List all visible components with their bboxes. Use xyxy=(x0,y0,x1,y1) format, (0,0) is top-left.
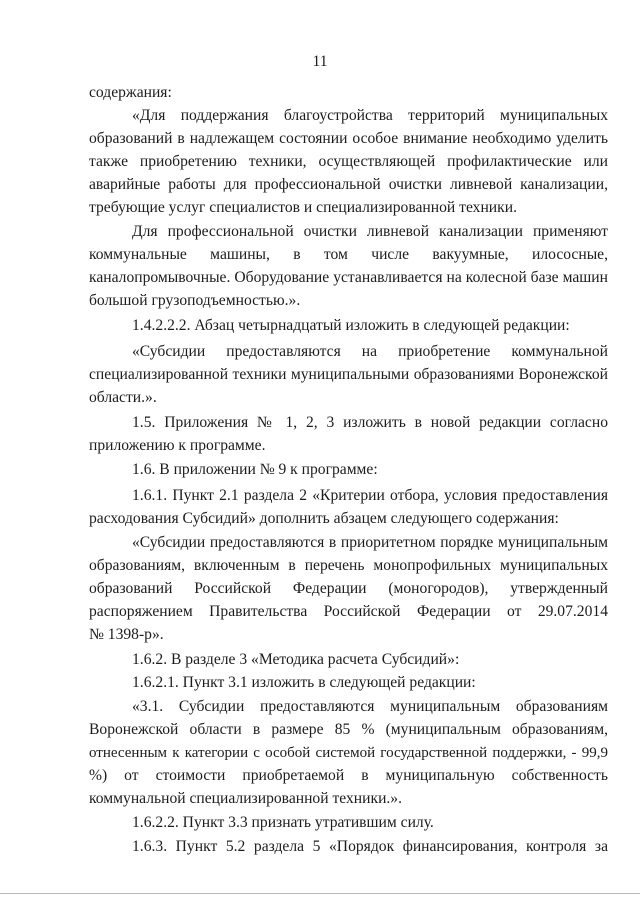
text-line: 1.6.1. Пункт 2.1 раздела 2 «Критерии отбора, условия предоставления xyxy=(132,487,608,504)
text-line: «3.1. Субсидии предоставляются муниципальным образованиям xyxy=(132,698,608,715)
text-line: отнесенным к категории с особой системой государственной поддержки, - 99,9 xyxy=(89,745,608,761)
text-line: «Субсидии предоставляются в приоритетном порядке муниципальным xyxy=(132,534,608,551)
text-line: 1.4.2.2.2. Абзац четырнадцатый изложить в следующей редакции: xyxy=(132,317,570,334)
text-line: образованиям, включенным в перечень монопрофильных муниципальных xyxy=(89,557,608,574)
text-line: Воронежской области в размере 85 % (муниципальным образованиям, xyxy=(89,721,608,738)
text-line: %) от стоимости приобретаемой в муниципальную собственность xyxy=(89,767,608,784)
text-line: 1.6.2. В разделе 3 «Методика расчета Субсидий»: xyxy=(132,651,460,668)
text-line: распоряжением Правительства Российской Федерации от 29.07.2014 xyxy=(89,603,608,620)
text-line: требующие услуг специалистов и специализированной техники. xyxy=(89,199,517,216)
text-line: специализированной техники муниципальными образованиями Воронежской xyxy=(89,366,608,383)
text-line: коммунальной специализированной техники.». xyxy=(89,790,403,807)
text-line: «Для поддержания благоустройства территорий муниципальных xyxy=(132,107,608,124)
text-line: 1.6. В приложении № 9 к программе: xyxy=(132,461,378,478)
text-line: каналопромывочные. Оборудование устанавливается на колесной базе машин xyxy=(89,269,608,286)
text-line: большой грузоподъемностью.». xyxy=(89,292,301,309)
text-line: также приобретению техники, осуществляющей профилактические или xyxy=(89,153,608,170)
text-line: содержания: xyxy=(89,84,172,101)
text-line: 1.6.3. Пункт 5.2 раздела 5 «Порядок финансирования, контроля за xyxy=(132,838,608,855)
text-line: аварийные работы для профессиональной очистки ливневой канализации, xyxy=(89,176,608,193)
text-line: области.». xyxy=(89,389,157,406)
text-line: 1.6.2.2. Пункт 3.3 признать утратившим силу. xyxy=(132,814,434,831)
text-line: № 1398-р». xyxy=(89,626,164,643)
text-line: приложению к программе. xyxy=(89,437,266,454)
page-bottom-rule xyxy=(0,893,640,894)
text-line: «Субсидии предоставляются на приобретение коммунальной xyxy=(132,343,608,360)
text-line: расходования Субсидий» дополнить абзацем следующего содержания: xyxy=(89,510,559,527)
text-line: образований в надлежащем состоянии особое внимание необходимо уделить xyxy=(89,130,608,147)
page-number: 11 xyxy=(312,53,328,70)
text-line: образований Российской Федерации (моногородов), утвержденный xyxy=(89,580,608,597)
text-line: Для профессиональной очистки ливневой канализации применяют xyxy=(132,223,608,240)
text-line: 1.5. Приложения № 1, 2, 3 изложить в новой редакции согласно xyxy=(132,414,608,431)
text-line: 1.6.2.1. Пункт 3.1 изложить в следующей редакции: xyxy=(132,674,476,691)
text-line: коммунальные машины, в том числе вакуумные, илососные, xyxy=(89,246,608,263)
